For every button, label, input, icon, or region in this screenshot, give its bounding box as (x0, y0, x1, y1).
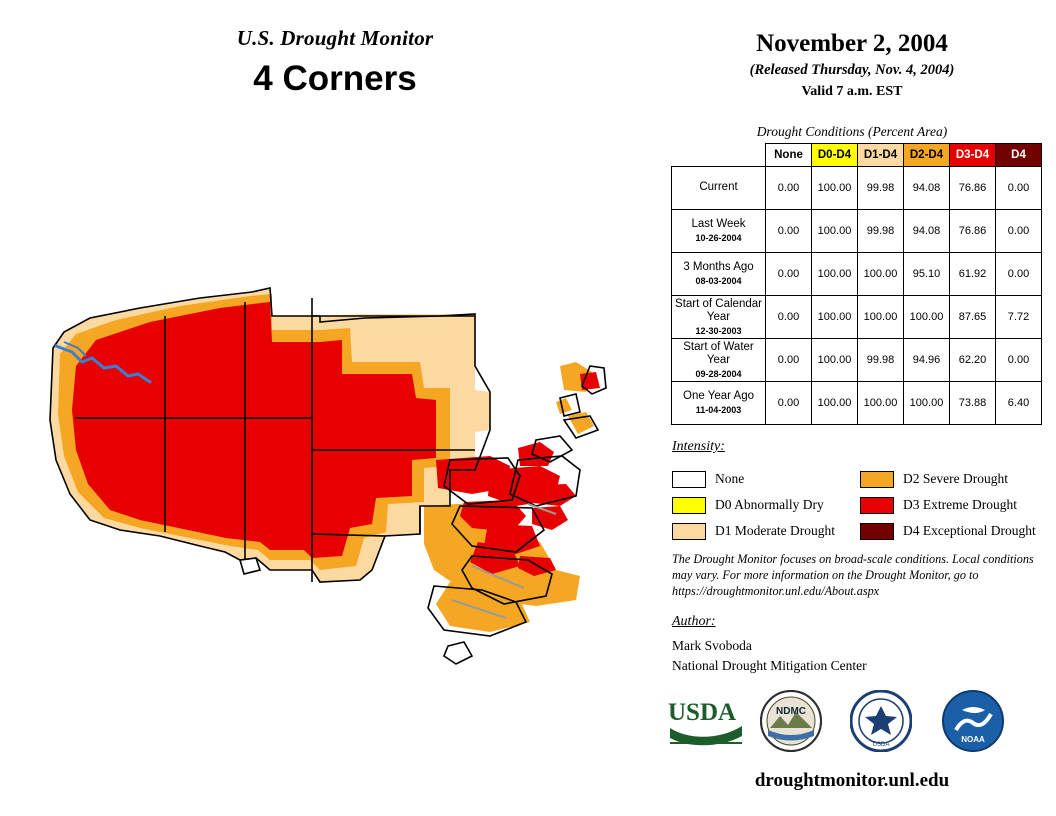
svg-text:NDMC: NDMC (776, 706, 806, 717)
cell-lastweek-none: 0.00 (766, 210, 812, 253)
legend-label-none: None (715, 471, 745, 486)
row-label-text: Start of Calendar Year (675, 297, 762, 323)
svg-text:USDA: USDA (872, 742, 890, 748)
cell-cy-d2d4: 100.00 (904, 296, 950, 339)
page-title: U.S. Drought Monitor (236, 26, 434, 50)
cell-cy-none: 0.00 (766, 296, 812, 339)
cell-1yr-d4: 6.40 (996, 382, 1042, 425)
cell-current-d0d4: 100.00 (812, 167, 858, 210)
cell-wy-d3d4: 62.20 (950, 339, 996, 382)
svg-text:USDA: USDA (668, 699, 737, 726)
author-name: Mark Svoboda (672, 638, 752, 653)
svg-text:NOAA: NOAA (961, 735, 985, 744)
cell-wy-d0d4: 100.00 (812, 339, 858, 382)
legend-item-d4 (860, 518, 1036, 544)
table-row (672, 382, 1042, 425)
author-org: National Drought Mitigation Center (672, 657, 867, 673)
cell-1yr-d0d4: 100.00 (812, 382, 858, 425)
cell-current-d2d4: 94.08 (904, 167, 950, 210)
usda-logo (668, 696, 744, 755)
row-label-date: 08-03-2004 (695, 276, 742, 287)
cell-current-none: 0.00 (766, 167, 812, 210)
cell-1yr-none: 0.00 (766, 382, 812, 425)
table-row (672, 210, 1042, 253)
cell-cy-d4: 7.72 (996, 296, 1042, 339)
legend-label-d4: D4 Exceptional Drought (903, 523, 1036, 538)
cell-lastweek-d4: 0.00 (996, 210, 1042, 253)
cell-3mo-d2d4: 95.10 (904, 253, 950, 296)
cell-wy-d2d4: 94.96 (904, 339, 950, 382)
cell-3mo-d1d4: 100.00 (858, 253, 904, 296)
disclaimer-text: The Drought Monitor focuses on broad-scale conditions. Local conditions may vary. For more information on the Drought Monitor, go to https://droughtmonitor.unl.edu/About.aspx (672, 552, 1034, 599)
cell-3mo-none: 0.00 (766, 253, 812, 296)
intensity-heading: Intensity: (672, 439, 725, 454)
map-svg (20, 270, 660, 670)
swatch-d2-icon (860, 471, 894, 488)
legend-label-d2: D2 Severe Drought (903, 471, 1008, 486)
noaa-logo (942, 690, 1004, 757)
legend-item-d1 (672, 518, 835, 544)
cell-wy-d1d4: 99.98 (858, 339, 904, 382)
row-label-text: One Year Ago (683, 390, 754, 403)
column-header-none: None (766, 144, 812, 167)
swatch-d4-icon (860, 523, 894, 540)
cell-3mo-d0d4: 100.00 (812, 253, 858, 296)
column-header-d3-d4: D3-D4 (950, 144, 996, 167)
column-header-d2-d4: D2-D4 (904, 144, 950, 167)
table-row (672, 253, 1042, 296)
title-block (120, 26, 550, 99)
legend-column-left (672, 466, 835, 544)
cell-wy-d4: 0.00 (996, 339, 1042, 382)
table-row (672, 296, 1042, 339)
table-caption: Drought Conditions (Percent Area) (756, 124, 948, 139)
cell-cy-d1d4: 100.00 (858, 296, 904, 339)
ndmc-logo (760, 690, 822, 757)
row-label-text: Last Week (691, 218, 746, 231)
cell-current-d1d4: 99.98 (858, 167, 904, 210)
row-label-date: 10-26-2004 (695, 233, 742, 244)
cell-3mo-d4: 0.00 (996, 253, 1042, 296)
legend-item-d2 (860, 466, 1036, 492)
cell-lastweek-d2d4: 94.08 (904, 210, 950, 253)
cell-cy-d3d4: 87.65 (950, 296, 996, 339)
legend-label-d3: D3 Extreme Drought (903, 497, 1017, 512)
cell-current-d4: 0.00 (996, 167, 1042, 210)
legend-item-none (672, 466, 835, 492)
logo-row (660, 690, 1040, 758)
drought-conditions-table (671, 143, 1042, 425)
date-block (672, 30, 1032, 100)
cell-lastweek-d3d4: 76.86 (950, 210, 996, 253)
cell-1yr-d2d4: 100.00 (904, 382, 950, 425)
table-row (672, 339, 1042, 382)
legend-item-d0 (672, 492, 835, 518)
table-header-row (672, 144, 1042, 167)
row-label-text: 3 Months Ago (683, 261, 754, 274)
website-url: droughtmonitor.unl.edu (754, 770, 950, 791)
row-label-3-months-ago (672, 253, 766, 296)
four-corners-drought-map (20, 270, 660, 670)
swatch-none-icon (672, 471, 706, 488)
legend-label-d1: D1 Moderate Drought (715, 523, 835, 538)
column-header-d4: D4 (996, 144, 1042, 167)
swatch-d1-icon (672, 523, 706, 540)
region-title: 4 Corners (253, 59, 417, 98)
legend-item-d3 (860, 492, 1036, 518)
cell-1yr-d1d4: 100.00 (858, 382, 904, 425)
cell-current-d3d4: 76.86 (950, 167, 996, 210)
cell-wy-none: 0.00 (766, 339, 812, 382)
column-header-d1-d4: D1-D4 (858, 144, 904, 167)
cell-lastweek-d1d4: 99.98 (858, 210, 904, 253)
row-label-current (672, 167, 766, 210)
row-label-text: Current (699, 181, 738, 194)
row-label-date: 12-30-2003 (695, 326, 742, 337)
row-label-start-water-year (672, 339, 766, 382)
column-header-d0-d4: D0-D4 (812, 144, 858, 167)
cell-cy-d0d4: 100.00 (812, 296, 858, 339)
release-date: (Released Thursday, Nov. 4, 2004) (749, 62, 955, 78)
table-row (672, 167, 1042, 210)
cell-1yr-d3d4: 73.88 (950, 382, 996, 425)
row-label-one-year-ago (672, 382, 766, 425)
cell-3mo-d3d4: 61.92 (950, 253, 996, 296)
usda-seal-logo (850, 690, 912, 757)
swatch-d3-icon (860, 497, 894, 514)
valid-time: Valid 7 a.m. EST (801, 84, 903, 99)
row-label-start-calendar-year (672, 296, 766, 339)
map-date: November 2, 2004 (756, 30, 948, 57)
author-block (672, 636, 867, 675)
author-heading: Author: (672, 614, 716, 629)
row-label-date: 09-28-2004 (695, 369, 742, 380)
cell-lastweek-d0d4: 100.00 (812, 210, 858, 253)
row-label-date: 11-04-2003 (695, 405, 742, 416)
legend-label-d0: D0 Abnormally Dry (715, 497, 824, 512)
row-label-text: Start of Water Year (683, 340, 754, 366)
row-label-last-week (672, 210, 766, 253)
swatch-d0-icon (672, 497, 706, 514)
legend-column-right (860, 466, 1036, 544)
header-spacer (672, 144, 766, 167)
